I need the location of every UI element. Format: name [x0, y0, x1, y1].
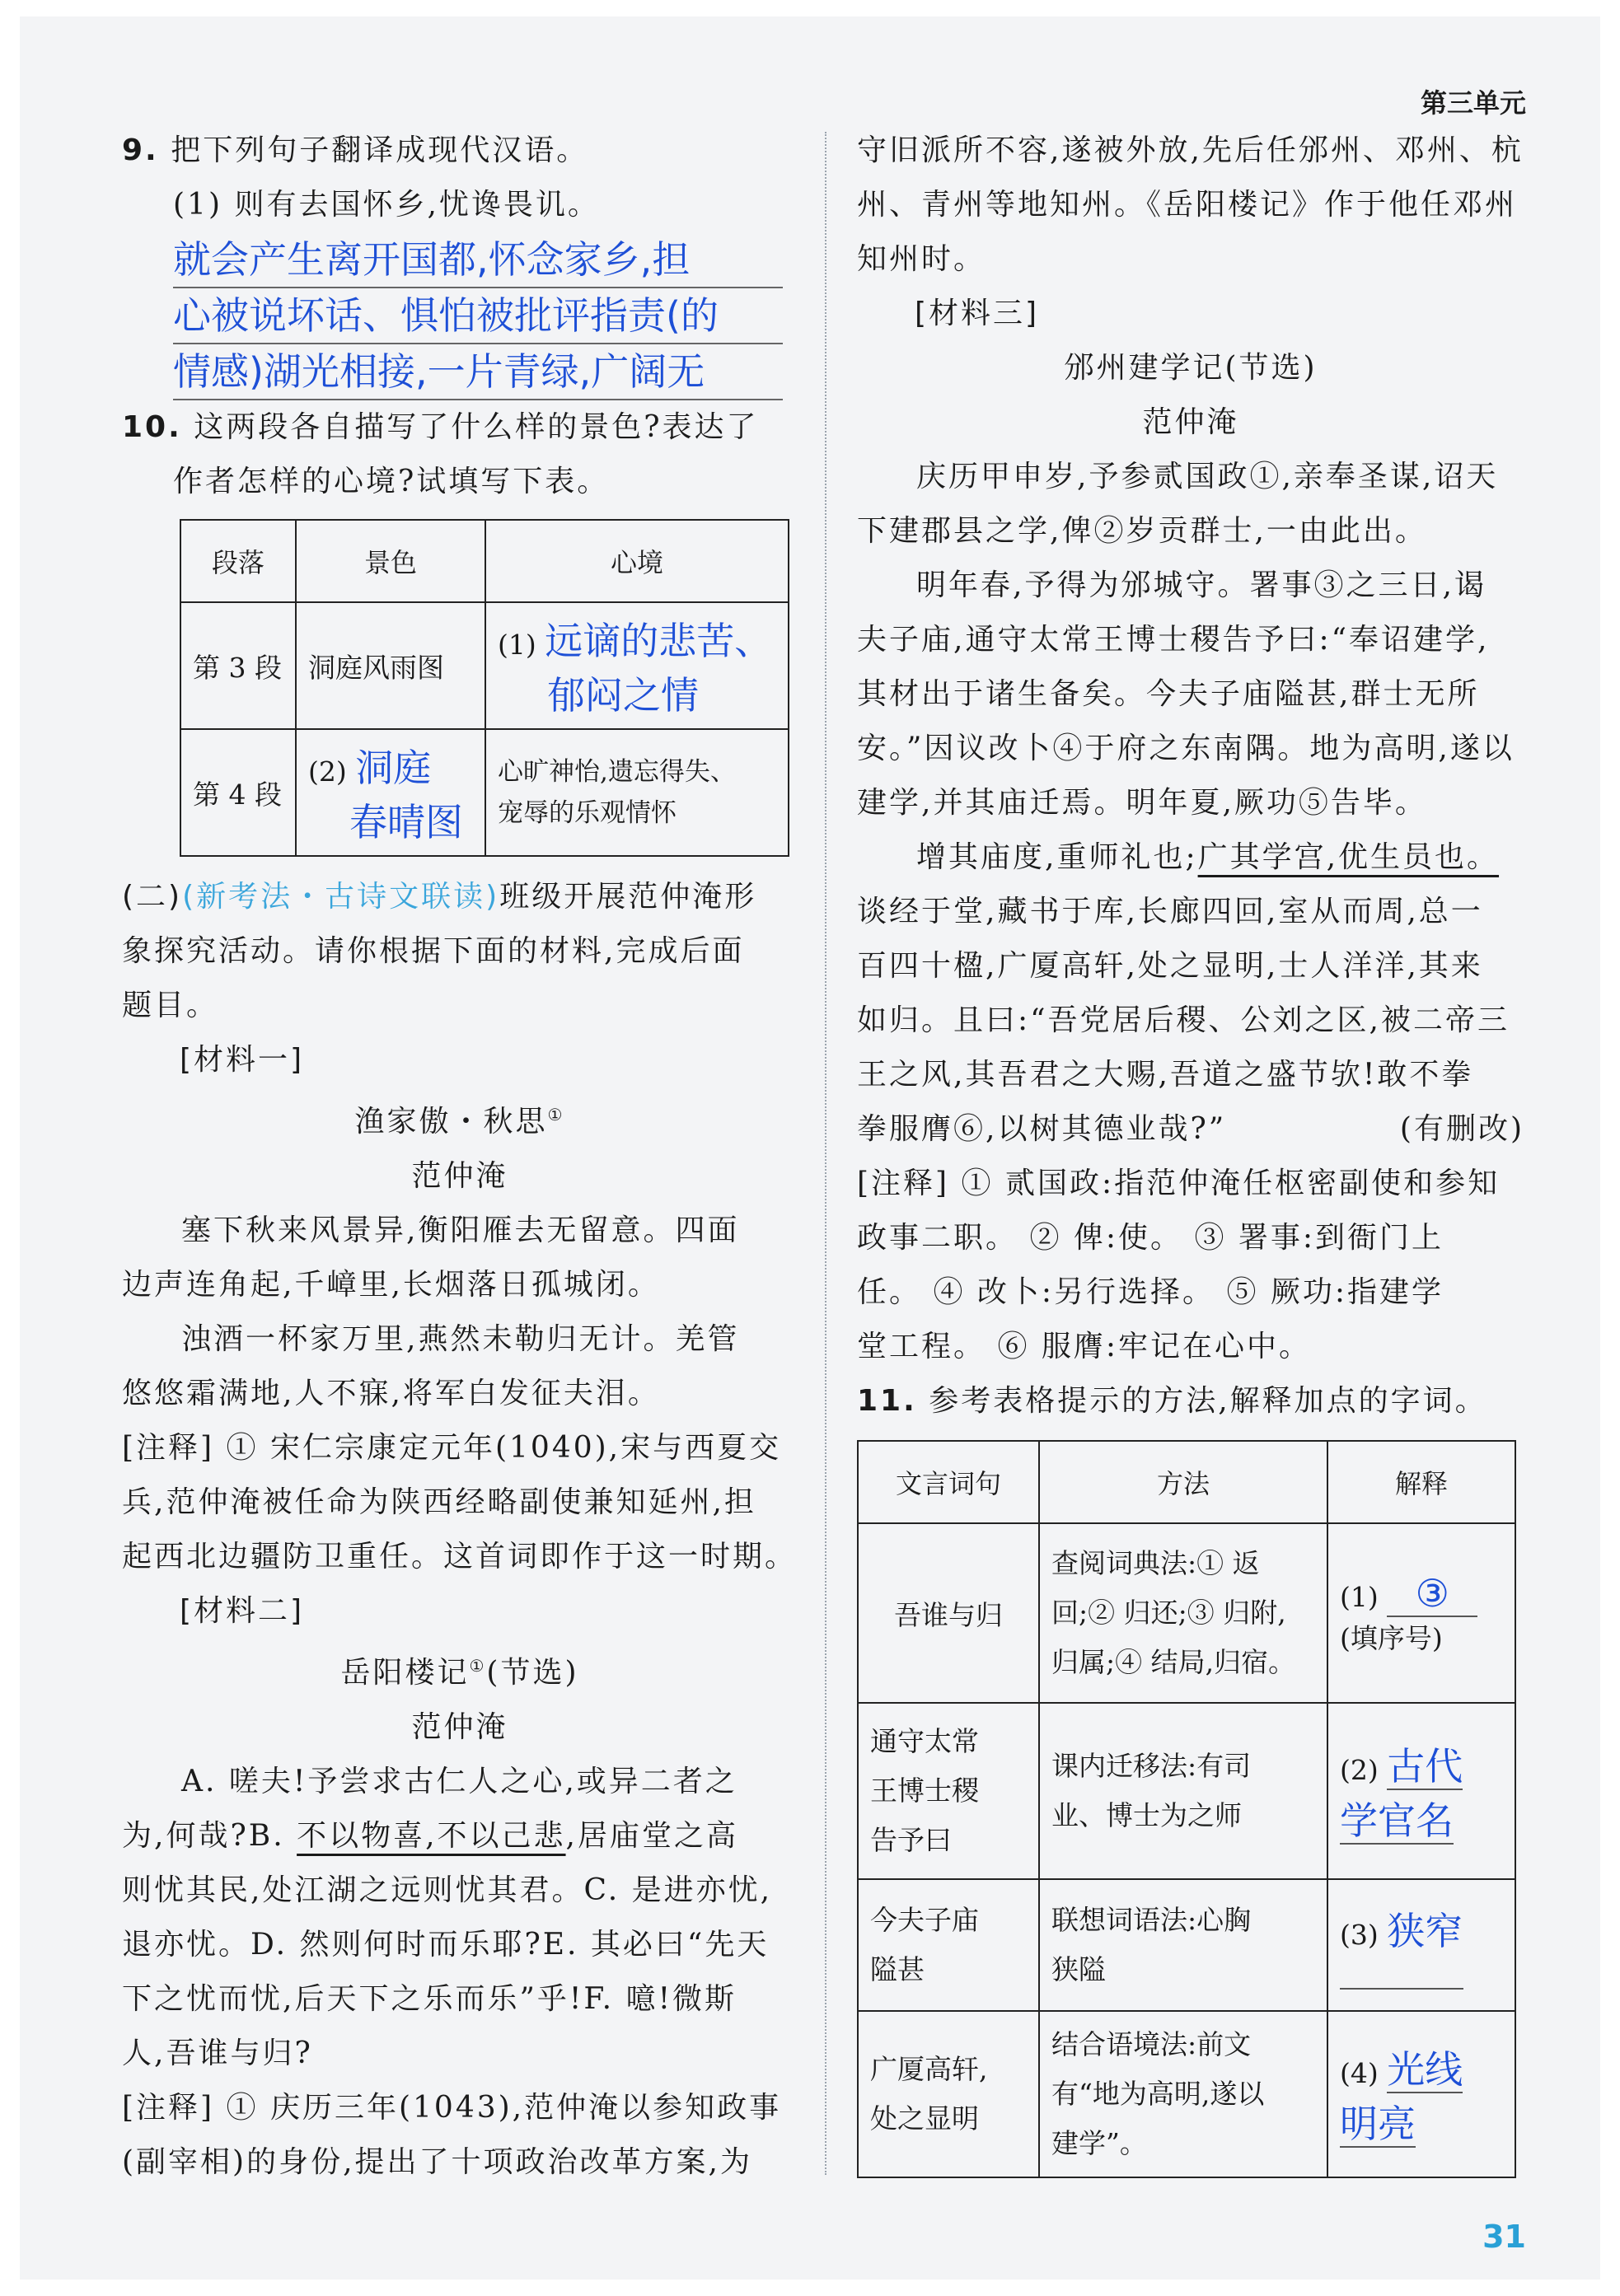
material-label: [材料三]	[915, 297, 1040, 330]
handwritten-answer: 古代	[1387, 1744, 1463, 1789]
q10-number: 10.	[122, 410, 182, 444]
handwritten-answer-line: 心被说坏话、惧怕被批评指责(的	[173, 288, 783, 344]
annotation: (副宰相)的身份,提出了十项政治改革方案,为	[122, 2145, 752, 2179]
annotation: [注释] ① 贰国政:指范仲淹任枢密副使和参知	[857, 1167, 1501, 1200]
handwritten-answer: 光线	[1387, 2047, 1463, 2092]
table-row: 吾谁与归 查阅词典法:① 返 回;② 归还;③ 归附, 归属;④ 结局,归宿。 (1) ③ (填序号)	[858, 1523, 1515, 1703]
table-row: 今夫子庙 隘甚 联想词语法:心胸 狭隘 (3) 狭窄	[858, 1879, 1515, 2011]
source-note: (有删改)	[1399, 1112, 1524, 1146]
table-row: 第 3 段 洞庭风雨图 (1) 远谪的悲苦、 郁闷之情	[180, 602, 789, 729]
essay-title: 邠州建学记(节选)	[1064, 351, 1318, 385]
q11-number: 11.	[857, 1384, 917, 1418]
annotation: [注释] ① 庆历三年(1043),范仲淹以参知政事	[122, 2091, 782, 2125]
q10-prompt-2: 作者怎样的心境?试填写下表。	[173, 465, 610, 498]
annotation: [注释] ① 宋仁宗康定元年(1040),宋与西夏交	[122, 1431, 782, 1465]
q9-number: 9.	[122, 133, 159, 167]
handwritten-answer: 春晴图	[349, 800, 463, 844]
poem-title: 渔家傲・秋思①	[354, 1105, 565, 1139]
author: 范仲淹	[411, 1159, 508, 1193]
right-column: 守旧派所不容,遂被外放,先后任邠州、邓州、杭 州、青州等地知州。《岳阳楼记》作于他任邓州 知州时。 [材料三] 邠州建学记(节选) 范仲淹 庆历甲申岁,予参贰国政①,亲奉圣谋,诏天 下建郡县之学,俾②岁贡群士,一由此出。 明年春,予得为邠城守。署事③之三日,谒 夫子庙,通守太常王博士稷告予曰:“奉诏建学, 其材出于诸生备矣。今夫子庙隘甚,群士无所 安。”因议改卜④于府之东南隅。地为高明,遂以 建学,并其庙迁焉。明年夏,厥功⑤告毕。 增其庙度,重师礼也;广其学宫,优生员也。 谈经于堂,藏书于库,长廊四回,室从而周,总一 百四十楹,广厦高轩,处之显明,士人洋洋,其来 如归。且曰:“吾党居后稷、公刘之区,被二帝三 王之风,其吾君之大赐,吾道之盛节欤!敢不拳 拳服膺⑥,以树其德业哉?” (有删改) [注释] ① 贰国政:指范仲淹任枢密副使和参知 政事二职。 ② 俾:使。 ③ 署事:到衙门上 任。 ④ 改卜:另行选择。 ⑤ 厥功:指建学 堂工程。 ⑥ 服膺:牢记在心中。 11. 参考表格提示的方法,解释加点的字词。 文言词句 方法 解释 吾谁与归 查阅词典法:① 返 回;② 归还;③ 归附, 归属;④ 结局,归宿。 (1) ③ (填序号) 通守太常 王博士稷 告予曰 课内迁移法:有司 业、博士为之师 (2) 古代 学官名 今夫子庙 隘甚 联想词语法:心胸 狭隘 (3) 狭窄 广厦高轩, 处之显明 结合语境法:前文 有“地为高明,遂以 建学”。 (4) 光线 明亮	[857, 124, 1524, 2178]
handwritten-answer: 学官名	[1340, 1798, 1454, 1843]
q9-answer-1	[122, 232, 783, 400]
underlined-sentence: 不以物喜,不以己悲	[297, 1819, 566, 1853]
section-number: (二)	[122, 880, 183, 914]
q9-sentence-1: (1) 则有去国怀乡,忧谗畏讥。	[173, 188, 600, 222]
page-number: 31	[1482, 2219, 1526, 2255]
handwritten-answer: 明亮	[1340, 2102, 1416, 2146]
table-header-row: 文言词句 方法 解释	[858, 1441, 1515, 1523]
q11-prompt: 参考表格提示的方法,解释加点的字词。	[929, 1384, 1487, 1418]
author: 范仲淹	[1142, 405, 1239, 439]
section-tag: (新考法・古诗文联读)	[182, 880, 500, 914]
section-intro: 象探究活动。请你根据下面的材料,完成后面	[122, 934, 745, 968]
q11-table	[857, 1440, 1516, 2178]
table-row: 通守太常 王博士稷 告予曰 课内迁移法:有司 业、博士为之师 (2) 古代 学官名	[858, 1703, 1515, 1879]
handwritten-answer-line: 就会产生离开国都,怀念家乡,担	[173, 232, 783, 288]
left-column: 9. 把下列句子翻译成现代汉语。 (1) 则有去国怀乡,忧谗畏讥。 就会产生离开国都,怀念家乡,担 心被说坏话、惧怕被批评指责(的 情感)湖光相接,一片青绿,广阔无 10. 这两段各自描写了什么样的景色?表达了 作者怎样的心境?试填写下表。 段落 景色 心境 第 3 段 洞庭风雨图 (1) 远谪的悲苦、 郁闷之情 第 4 段 (2) 洞庭 春晴图 心旷神怡,遗忘得失、 宠辱的乐观情怀 (二)(新考法・古诗文联读)班级开展范仲淹形 象探究活动。请你根据下面的材料,完成后面 题目。 [材料一] 渔家傲・秋思① 范仲淹 塞下秋来风景异,衡阳雁去无留意。四面 边声连角起,千嶂里,长烟落日孤城闭。 浊酒一杯家万里,燕然未勒归无计。羌管 悠悠霜满地,人不寐,将军白发征夫泪。 [注释] ① 宋仁宗康定元年(1040),宋与西夏交 兵,范仲淹被任命为陕西经略副使兼知延州,担 起西北边疆防卫重任。这首词即作于这一时期。 [材料二] 岳阳楼记①(节选) 范仲淹 A. 嗟夫!予尝求古仁人之心,或异二者之 为,何哉?B. 不以物喜,不以己悲,居庙堂之高 则忧其民,处江湖之远则忧其君。C. 是进亦忧, 退亦忧。D. 然则何时而乐耶?E. 其必曰“先天 下之忧而忧,后天下之乐而乐”乎!F. 噫!微斯 人,吾谁与归? [注释] ① 庆历三年(1043),范仲淹以参知政事 (副宰相)的身份,提出了十项政治改革方案,为	[122, 124, 798, 2190]
handwritten-answer: 郁闷之情	[547, 673, 699, 718]
annotation: 兵,范仲淹被任命为陕西经略副使兼知延州,担	[122, 1485, 756, 1519]
material-label: [材料二]	[180, 1594, 305, 1628]
handwritten-answer: 远谪的悲苦、	[545, 619, 773, 663]
handwritten-answer: 狭窄	[1387, 1908, 1463, 1953]
unit-title: 第三单元	[1420, 87, 1526, 119]
annotation: 任。 ④ 改卜:另行选择。 ⑤ 厥功:指建学	[857, 1275, 1444, 1309]
annotation: 起西北边疆防卫重任。这首词即作于这一时期。	[122, 1540, 798, 1574]
table-row: 第 4 段 (2) 洞庭 春晴图 心旷神怡,遗忘得失、 宠辱的乐观情怀	[180, 729, 789, 856]
handwritten-answer-line: 情感)湖光相接,一片青绿,广阔无	[173, 344, 783, 400]
handwritten-answer: 洞庭	[355, 746, 432, 790]
table-header-row: 段落 景色 心境	[180, 520, 789, 602]
section-intro: 题目。	[122, 989, 219, 1022]
handwritten-answer: ③	[1387, 1571, 1477, 1617]
q10-table	[180, 519, 789, 857]
q10-prompt-1: 这两段各自描写了什么样的景色?表达了	[194, 410, 759, 444]
annotation: 堂工程。 ⑥ 服膺:牢记在心中。	[857, 1330, 1312, 1363]
author: 范仲淹	[411, 1710, 508, 1744]
material-label: [材料一]	[180, 1043, 305, 1077]
column-divider	[825, 132, 826, 2175]
essay-title: 岳阳楼记①(节选)	[340, 1656, 579, 1690]
annotation: 政事二职。 ② 俾:使。 ③ 署事:到衙门上	[857, 1221, 1444, 1255]
table-row: 广厦高轩, 处之显明 结合语境法:前文 有“地为高明,遂以 建学”。 (4) 光线 明亮	[858, 2011, 1515, 2177]
q9-prompt: 把下列句子翻译成现代汉语。	[171, 133, 589, 167]
underlined-sentence: 广其学宫,优生员也。	[1197, 840, 1500, 874]
